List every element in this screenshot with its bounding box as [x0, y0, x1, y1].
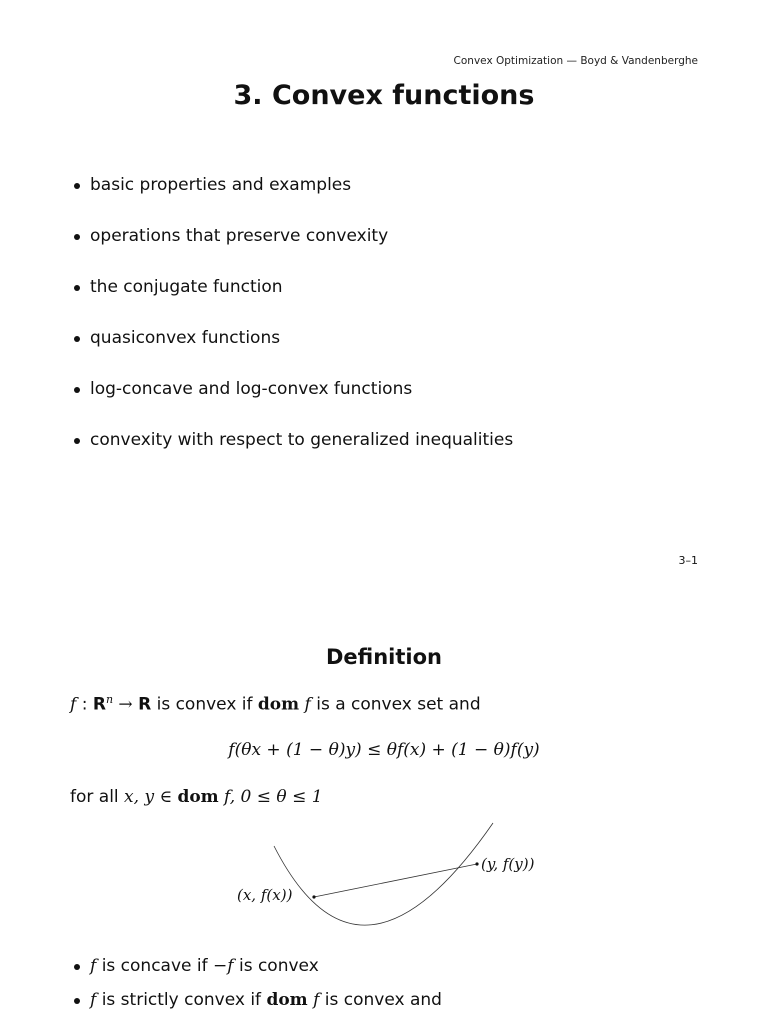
point-y: [475, 862, 478, 865]
definition-bullets: [72, 956, 442, 1024]
slide-title: 3. Convex functions: [233, 80, 535, 111]
bullet-icon: [74, 183, 80, 189]
bullet-icon: [74, 998, 80, 1004]
topic-list: [72, 175, 513, 481]
convexity-inequality: f(θx + (1 − θ)y) ≤ θf(x) + (1 − θ)f(y): [228, 740, 540, 760]
running-header: Convex Optimization — Boyd & Vandenberghe: [453, 55, 698, 67]
bullet-icon: [74, 964, 80, 970]
bullet-icon: [74, 336, 80, 342]
list-item: operations that preserve convexity: [72, 226, 513, 277]
list-item: convexity with respect to generalized inequalities: [72, 430, 513, 481]
point-x: [312, 895, 315, 898]
list-item: log-concave and log-convex functions: [72, 379, 513, 430]
bullet-icon: [74, 387, 80, 393]
label-point-x: (x, f(x)): [237, 886, 293, 904]
section-title: Definition: [325, 645, 442, 669]
convex-curve: [274, 823, 493, 925]
page-number: 3–1: [678, 554, 698, 567]
convexity-figure: [0, 815, 768, 935]
label-point-y: (y, f(y)): [481, 855, 535, 873]
list-item: f is concave if −f is convex: [72, 956, 442, 990]
list-item: the conjugate function: [72, 277, 513, 328]
list-item: f is strictly convex if dom f is convex and: [72, 990, 442, 1024]
bullet-icon: [74, 234, 80, 240]
forall-line: for all x, y ∈ dom f, 0 ≤ θ ≤ 1: [70, 787, 323, 807]
bullet-icon: [74, 438, 80, 444]
chord-line: [314, 864, 477, 897]
list-item: quasiconvex functions: [72, 328, 513, 379]
bullet-icon: [74, 285, 80, 291]
definition-line: f : $R^n \to R$ is convex if dom f is a convex set and: [70, 693, 481, 715]
list-item: basic properties and examples: [72, 175, 513, 226]
